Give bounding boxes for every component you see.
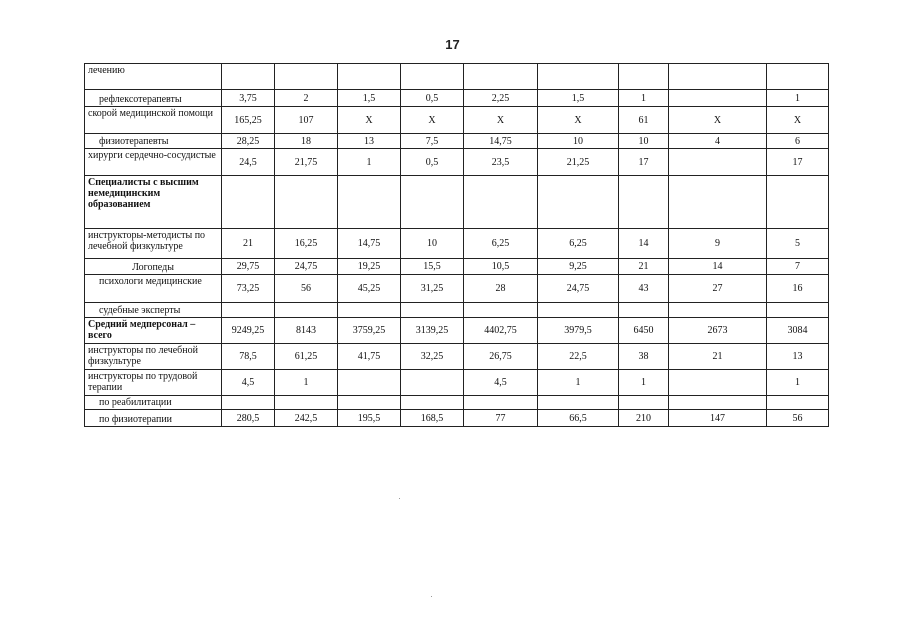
table-cell: 31,25 <box>401 275 464 303</box>
table-cell: Х <box>401 107 464 134</box>
table-cell: Х <box>338 107 401 134</box>
row-label: по физиотерапии <box>85 410 222 427</box>
table-row <box>85 318 829 344</box>
table-cell: 168,5 <box>401 410 464 427</box>
row-label: Специалисты с высшим немедицинским образованием <box>85 176 222 229</box>
table-cell: 45,25 <box>338 275 401 303</box>
table-cell: 17 <box>619 149 669 176</box>
table-cell <box>669 370 767 396</box>
table-cell: 6450 <box>619 318 669 344</box>
table-cell: 7,5 <box>401 134 464 149</box>
table-cell: 10 <box>401 229 464 259</box>
table-cell: 147 <box>669 410 767 427</box>
table-cell: 24,75 <box>275 259 338 275</box>
table-cell: 14 <box>619 229 669 259</box>
table-cell <box>669 176 767 229</box>
table-cell: 280,5 <box>222 410 275 427</box>
table-cell: 9249,25 <box>222 318 275 344</box>
scan-speck <box>431 596 432 597</box>
table-cell: 14 <box>669 259 767 275</box>
table-row <box>85 149 829 176</box>
table-cell: 16 <box>767 275 829 303</box>
table-cell: 9 <box>669 229 767 259</box>
table-cell: 21 <box>669 344 767 370</box>
table-cell: 17 <box>767 149 829 176</box>
table-row <box>85 134 829 149</box>
table-cell <box>222 176 275 229</box>
table-cell: Х <box>767 107 829 134</box>
table-cell <box>464 396 538 410</box>
table-cell <box>619 303 669 318</box>
table-cell <box>464 64 538 90</box>
table-cell: 16,25 <box>275 229 338 259</box>
scan-speck <box>399 498 400 499</box>
table-cell: 28 <box>464 275 538 303</box>
table-cell: 3,75 <box>222 90 275 107</box>
table-cell: Х <box>669 107 767 134</box>
table-cell: Х <box>464 107 538 134</box>
table-cell: 18 <box>275 134 338 149</box>
row-label: лечению <box>85 64 222 90</box>
table-cell <box>538 176 619 229</box>
table-cell: 3084 <box>767 318 829 344</box>
table-cell <box>464 176 538 229</box>
table-cell: 4,5 <box>464 370 538 396</box>
table-cell <box>338 303 401 318</box>
table-cell: 43 <box>619 275 669 303</box>
table-cell: 165,25 <box>222 107 275 134</box>
table-cell: 1 <box>619 90 669 107</box>
table-cell: 6,25 <box>464 229 538 259</box>
table-row <box>85 303 829 318</box>
table-cell <box>464 303 538 318</box>
table-cell: 13 <box>767 344 829 370</box>
table-row <box>85 370 829 396</box>
table-cell <box>619 64 669 90</box>
table-cell <box>222 396 275 410</box>
table-cell <box>767 303 829 318</box>
table-cell: 66,5 <box>538 410 619 427</box>
table-row <box>85 396 829 410</box>
row-label: Средний медперсонал – всего <box>85 318 222 344</box>
row-label: судебные эксперты <box>85 303 222 318</box>
table-row <box>85 410 829 427</box>
table-cell <box>275 176 338 229</box>
table-cell: 24,5 <box>222 149 275 176</box>
table-cell <box>401 370 464 396</box>
table-cell: 2,25 <box>464 90 538 107</box>
table-cell: 23,5 <box>464 149 538 176</box>
table-cell: 14,75 <box>338 229 401 259</box>
row-label: хирурги сердечно-сосудистые <box>85 149 222 176</box>
table-cell <box>619 176 669 229</box>
table-cell <box>401 64 464 90</box>
table-cell: 1 <box>538 370 619 396</box>
table-cell: 242,5 <box>275 410 338 427</box>
table-cell: 32,25 <box>401 344 464 370</box>
table-cell: 21,75 <box>275 149 338 176</box>
table-row <box>85 275 829 303</box>
table-cell <box>619 396 669 410</box>
table-cell: 27 <box>669 275 767 303</box>
table-cell <box>222 64 275 90</box>
table-cell: 56 <box>275 275 338 303</box>
table-cell: 19,25 <box>338 259 401 275</box>
table-cell: 3979,5 <box>538 318 619 344</box>
table-cell: 13 <box>338 134 401 149</box>
table-cell: 10,5 <box>464 259 538 275</box>
table-cell: 0,5 <box>401 149 464 176</box>
table-cell: 26,75 <box>464 344 538 370</box>
table-cell <box>669 149 767 176</box>
table-cell: 2673 <box>669 318 767 344</box>
row-label: физиотерапевты <box>85 134 222 149</box>
table-cell <box>538 64 619 90</box>
row-label: Логопеды <box>85 259 222 275</box>
table-cell: 1 <box>767 90 829 107</box>
table-cell: 2 <box>275 90 338 107</box>
table-cell <box>275 303 338 318</box>
table-cell: 107 <box>275 107 338 134</box>
table-cell <box>275 396 338 410</box>
table-cell: 195,5 <box>338 410 401 427</box>
row-label: рефлексотерапевты <box>85 90 222 107</box>
table-cell: 29,75 <box>222 259 275 275</box>
table-cell: 78,5 <box>222 344 275 370</box>
table-cell: 1,5 <box>538 90 619 107</box>
table-cell: 3759,25 <box>338 318 401 344</box>
row-label: инструкторы по лечебной физкультуре <box>85 344 222 370</box>
table-cell: 77 <box>464 410 538 427</box>
table-cell: 4 <box>669 134 767 149</box>
table-cell <box>401 176 464 229</box>
table-cell <box>538 303 619 318</box>
table-cell: 10 <box>538 134 619 149</box>
table-cell: 10 <box>619 134 669 149</box>
table-cell <box>338 396 401 410</box>
table-cell <box>669 396 767 410</box>
table-cell: 6,25 <box>538 229 619 259</box>
row-label: инструкторы-методисты по лечебной физкультуре <box>85 229 222 259</box>
table-cell: 21,25 <box>538 149 619 176</box>
table-cell: 24,75 <box>538 275 619 303</box>
table-cell: Х <box>538 107 619 134</box>
table-cell <box>767 396 829 410</box>
table-cell <box>338 370 401 396</box>
table-cell <box>401 396 464 410</box>
table-cell: 0,5 <box>401 90 464 107</box>
table-row <box>85 176 829 229</box>
table-cell: 1 <box>275 370 338 396</box>
staffing-table <box>84 63 829 427</box>
row-label: психологи медицинские <box>85 275 222 303</box>
table-cell <box>767 64 829 90</box>
table-cell <box>669 303 767 318</box>
table-cell: 15,5 <box>401 259 464 275</box>
table-cell <box>401 303 464 318</box>
table-cell: 28,25 <box>222 134 275 149</box>
table-cell: 56 <box>767 410 829 427</box>
row-label: скорой медицинской помощи <box>85 107 222 134</box>
table-cell <box>275 64 338 90</box>
table-cell <box>767 176 829 229</box>
table-cell <box>222 303 275 318</box>
table-cell: 3139,25 <box>401 318 464 344</box>
table-cell: 210 <box>619 410 669 427</box>
table-cell: 21 <box>222 229 275 259</box>
table-cell: 22,5 <box>538 344 619 370</box>
row-label: по реабилитации <box>85 396 222 410</box>
table-cell <box>338 64 401 90</box>
table-row <box>85 259 829 275</box>
table-cell: 8143 <box>275 318 338 344</box>
table-cell: 1 <box>619 370 669 396</box>
table-cell <box>338 176 401 229</box>
row-label: инструкторы по трудовой терапии <box>85 370 222 396</box>
table-row <box>85 90 829 107</box>
table-cell: 61,25 <box>275 344 338 370</box>
table-cell <box>669 90 767 107</box>
table-row <box>85 344 829 370</box>
table-cell: 61 <box>619 107 669 134</box>
table-cell <box>538 396 619 410</box>
page-number: 17 <box>445 37 460 52</box>
table-cell: 9,25 <box>538 259 619 275</box>
table-cell: 38 <box>619 344 669 370</box>
table-cell: 14,75 <box>464 134 538 149</box>
table-cell: 4,5 <box>222 370 275 396</box>
table-row <box>85 229 829 259</box>
table-cell: 6 <box>767 134 829 149</box>
table-row <box>85 107 829 134</box>
table-row <box>85 64 829 90</box>
table-cell: 1 <box>767 370 829 396</box>
table-cell: 5 <box>767 229 829 259</box>
table-cell: 1,5 <box>338 90 401 107</box>
table-cell: 4402,75 <box>464 318 538 344</box>
table-cell: 73,25 <box>222 275 275 303</box>
table-cell: 1 <box>338 149 401 176</box>
table-cell: 7 <box>767 259 829 275</box>
table-cell: 41,75 <box>338 344 401 370</box>
table-cell: 21 <box>619 259 669 275</box>
table-cell <box>669 64 767 90</box>
